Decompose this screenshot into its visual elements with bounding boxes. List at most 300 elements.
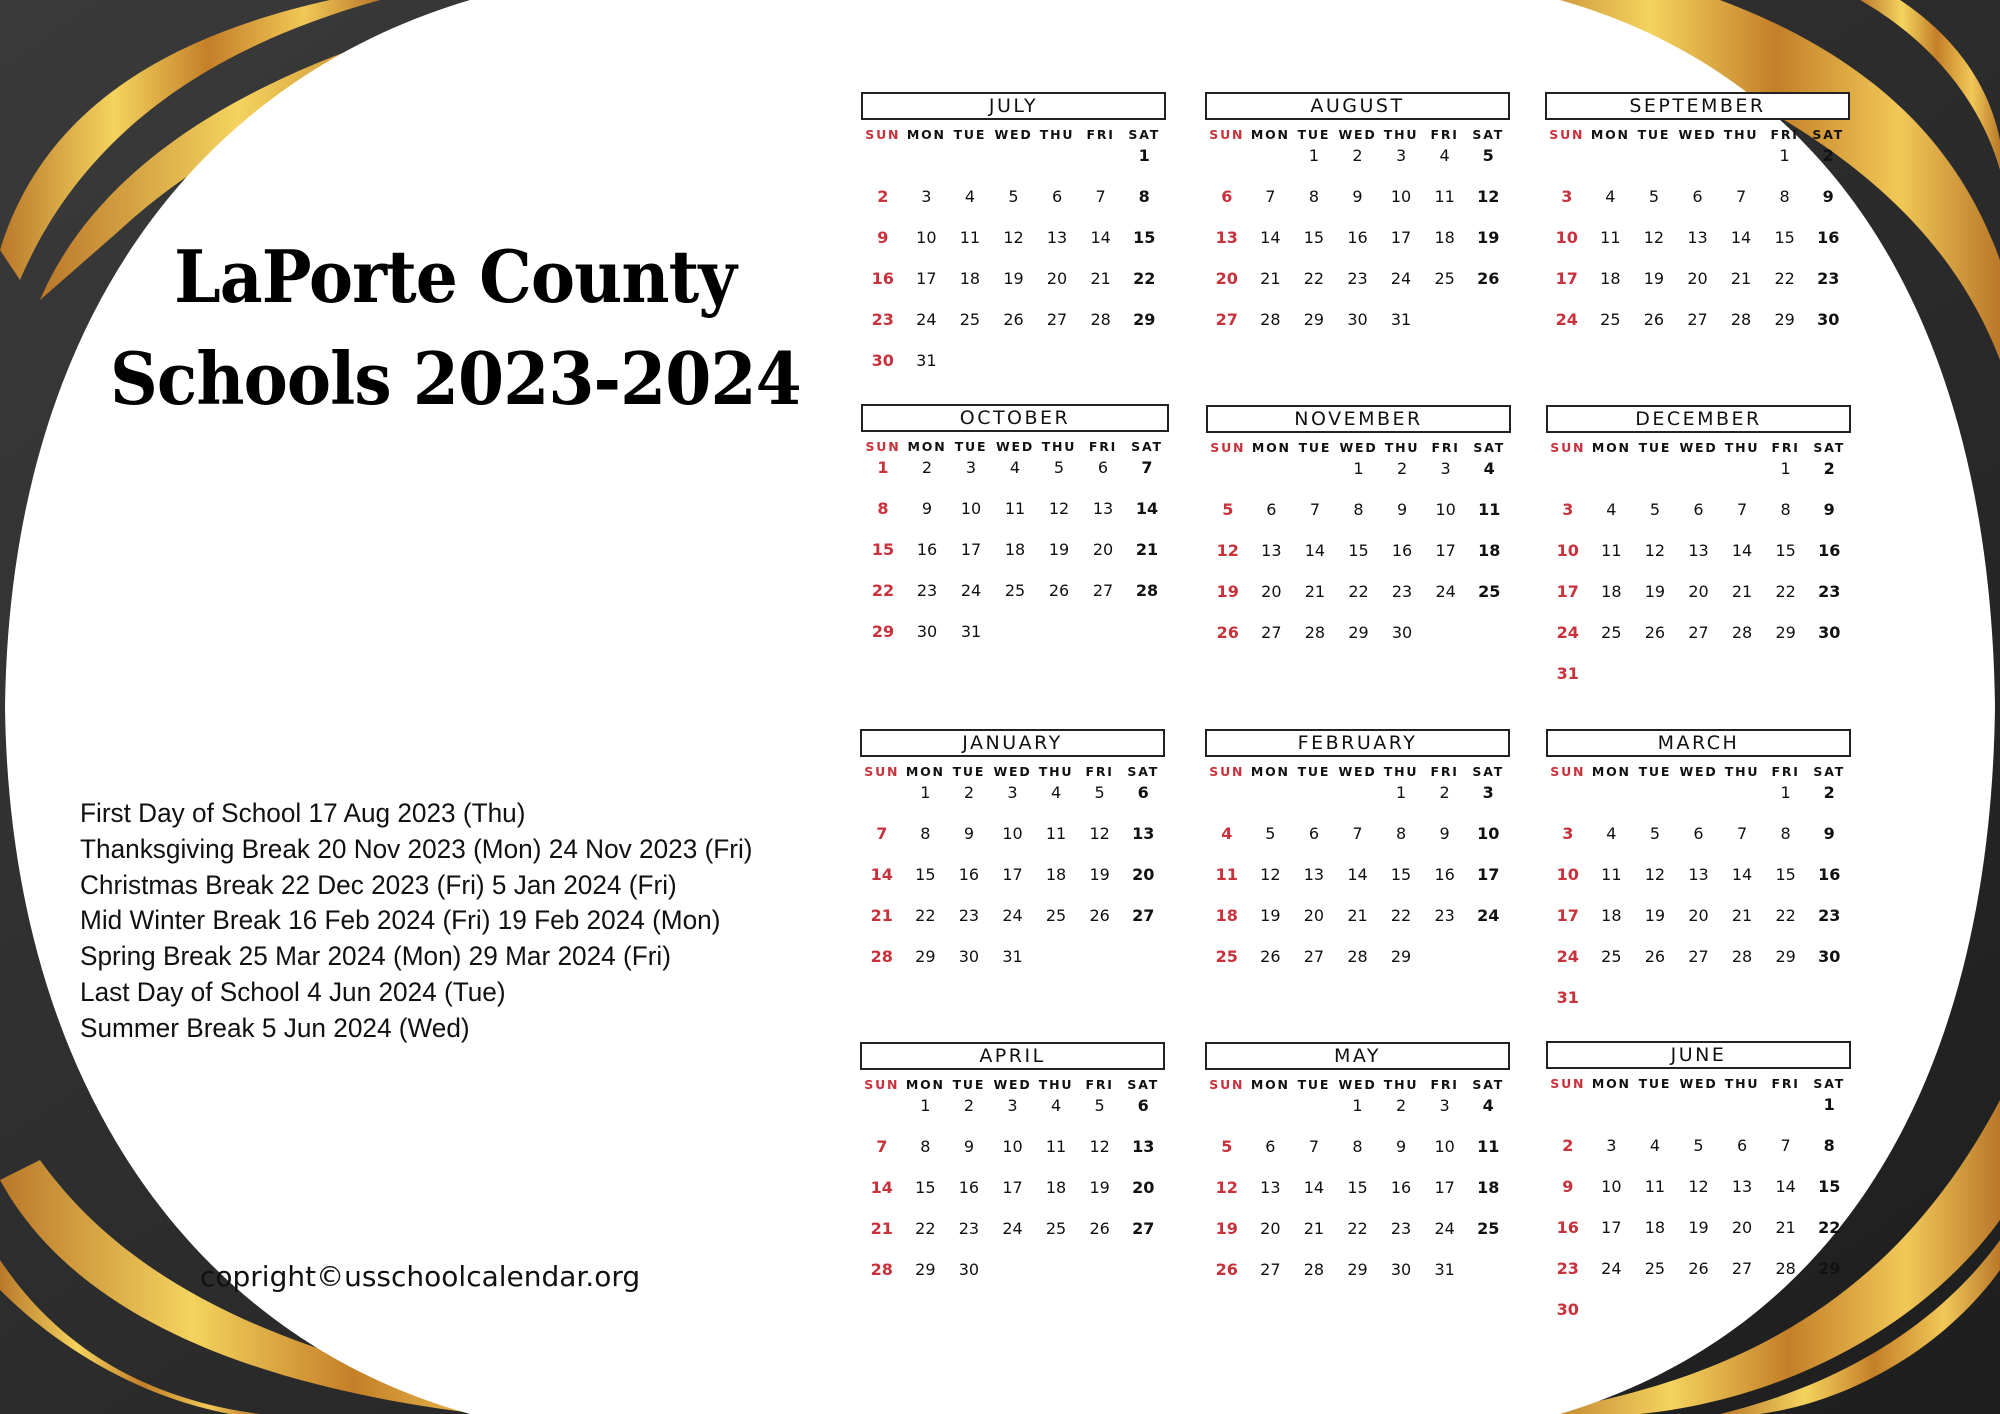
empty-day-cell [860, 782, 904, 823]
day-cell: 25 [1477, 1219, 1500, 1238]
day-cell: 4 [1606, 824, 1617, 843]
weekday-label: MON [1591, 440, 1631, 455]
week-row [1206, 458, 1511, 499]
day-cell: 31 [916, 351, 937, 370]
day-cell: 28 [1730, 310, 1752, 329]
weekday-label: SAT [1131, 439, 1163, 454]
weekday-label: SAT [1472, 127, 1505, 142]
day-cell: 13 [1215, 228, 1238, 247]
day-cell: 11 [1477, 1137, 1500, 1156]
day-cell: 29 [1390, 947, 1412, 966]
day-cell: 4 [1050, 783, 1062, 802]
day-cell: 5 [1094, 783, 1105, 802]
day-cell: 25 [1434, 269, 1455, 288]
day-cell: 15 [1775, 541, 1796, 560]
week-row [861, 580, 1169, 621]
empty-day-cell [1590, 987, 1634, 1028]
day-cell: 23 [1818, 582, 1841, 601]
day-cell: 23 [958, 1219, 980, 1238]
week-row [1546, 622, 1851, 663]
day-cell: 25 [1601, 623, 1622, 642]
day-cell: 23 [1434, 906, 1455, 925]
day-cell: 20 [1132, 1178, 1155, 1197]
day-cell: 14 [1304, 541, 1326, 560]
day-cell: 17 [1002, 865, 1023, 884]
day-cell: 21 [1775, 1218, 1796, 1237]
weekday-label: WED [1679, 764, 1718, 779]
day-cell: 8 [877, 499, 889, 518]
day-cell: 5 [1094, 1096, 1105, 1115]
empty-day-cell [992, 350, 1036, 391]
day-cell: 4 [1050, 1096, 1062, 1115]
empty-day-cell [1677, 458, 1721, 499]
day-cell: 9 [1439, 824, 1450, 843]
empty-day-cell [1633, 782, 1677, 823]
day-cell: 14 [1730, 228, 1752, 247]
weekday-label: SAT [1472, 1077, 1505, 1092]
day-cell: 9 [1822, 187, 1834, 206]
day-cell: 23 [871, 310, 894, 329]
day-cell: 24 [1002, 1219, 1023, 1238]
day-cell: 8 [1780, 824, 1791, 843]
event-item: Spring Break 25 Mar 2024 (Mon) 29 Mar 2024 (Fri) [80, 941, 671, 972]
day-cell: 27 [1688, 623, 1709, 642]
day-cell: 1 [877, 458, 889, 477]
weekday-label: FRI [1771, 764, 1800, 779]
day-cell: 20 [1046, 269, 1068, 288]
empty-day-cell [1720, 987, 1764, 1028]
weekday-label: TUE [1297, 1077, 1331, 1092]
day-cell: 7 [1095, 187, 1106, 206]
day-cell: 2 [1395, 1096, 1407, 1115]
week-row [860, 864, 1165, 905]
week-row [1205, 905, 1510, 946]
day-cell: 26 [1089, 1219, 1110, 1238]
day-cell: 21 [1347, 906, 1368, 925]
day-cell: 28 [1135, 581, 1159, 600]
day-cell: 9 [1395, 1137, 1407, 1156]
day-cell: 10 [1002, 824, 1023, 843]
day-cell: 25 [1600, 310, 1621, 329]
weekday-label: MON [906, 127, 946, 142]
weekday-label: THU [1724, 440, 1760, 455]
empty-day-cell [992, 145, 1036, 186]
day-cell: 2 [963, 1096, 975, 1115]
day-cell: 2 [1352, 146, 1363, 165]
day-cell: 18 [1004, 540, 1026, 559]
empty-day-cell [993, 621, 1037, 662]
day-cell: 9 [1396, 500, 1408, 519]
day-cell: 2 [1822, 146, 1834, 165]
day-cell: 5 [1648, 187, 1660, 206]
day-cell: 11 [1434, 187, 1455, 206]
weekday-label: TUE [952, 1077, 986, 1092]
day-cell: 13 [1132, 1137, 1155, 1156]
day-cell: 27 [1687, 310, 1708, 329]
day-cell: 17 [1477, 865, 1500, 884]
week-row [1546, 1258, 1851, 1299]
day-cell: 13 [1260, 1178, 1281, 1197]
week-row [861, 227, 1166, 268]
empty-day-cell [1467, 622, 1511, 663]
empty-day-cell [1590, 458, 1634, 499]
day-cell: 24 [1556, 623, 1579, 642]
day-cell: 15 [1133, 228, 1156, 247]
empty-day-cell [1466, 946, 1510, 987]
day-cell: 7 [1735, 187, 1747, 206]
weekday-header-row [1546, 1076, 1851, 1094]
day-cell: 18 [1434, 228, 1455, 247]
day-cell: 25 [1644, 1259, 1666, 1278]
weekday-label: TUE [1297, 127, 1331, 142]
empty-day-cell [1466, 309, 1510, 350]
day-cell: 23 [1818, 906, 1841, 925]
day-cell: 28 [870, 947, 893, 966]
day-cell: 2 [1396, 459, 1408, 478]
empty-day-cell [1125, 621, 1169, 662]
event-item: First Day of School 17 Aug 2023 (Thu) [80, 798, 526, 828]
weekday-label: TUE [1298, 440, 1332, 455]
day-cell: 1 [1138, 146, 1150, 165]
day-cell: 29 [1133, 310, 1156, 329]
day-cell: 31 [960, 622, 982, 641]
week-row [1205, 864, 1510, 905]
weekday-label: WED [1338, 127, 1377, 142]
day-cell: 13 [1688, 541, 1709, 560]
week-row [860, 1095, 1165, 1136]
week-row [1546, 987, 1851, 1028]
day-cell: 10 [1435, 500, 1456, 519]
week-row [1205, 227, 1510, 268]
day-cell: 22 [1775, 906, 1796, 925]
day-cell: 24 [1390, 269, 1412, 288]
empty-day-cell [1079, 350, 1123, 391]
day-cell: 15 [1390, 865, 1412, 884]
month-calendar [1205, 92, 1510, 350]
day-cell: 12 [1644, 865, 1666, 884]
day-cell: 14 [870, 865, 893, 884]
day-cell: 17 [1601, 1218, 1622, 1237]
day-cell: 20 [1688, 582, 1709, 601]
weekday-label: FRI [1771, 440, 1800, 455]
day-cell: 3 [1606, 1136, 1617, 1155]
day-cell: 31 [1434, 1260, 1455, 1279]
day-cell: 3 [1395, 146, 1407, 165]
week-row [1546, 946, 1851, 987]
day-cell: 31 [1390, 310, 1412, 329]
day-cell: 24 [916, 310, 937, 329]
day-cell: 12 [1089, 824, 1110, 843]
day-cell: 13 [1261, 541, 1282, 560]
day-cell: 5 [1693, 1136, 1704, 1155]
empty-day-cell [1677, 1299, 1721, 1340]
day-cell: 18 [1600, 269, 1621, 288]
week-row [1546, 581, 1851, 622]
day-cell: 3 [921, 187, 932, 206]
weekday-label: TUE [1638, 440, 1672, 455]
event-item: Mid Winter Break 16 Feb 2024 (Fri) 19 Feb 2024 (Mon) [80, 905, 721, 936]
day-cell: 3 [1007, 783, 1018, 802]
month-calendar [860, 1042, 1165, 1300]
event-item: Christmas Break 22 Dec 2023 (Fri) 5 Jan 2024 (Fri) [80, 869, 677, 900]
day-cell: 30 [1817, 310, 1840, 329]
day-cell: 24 [1601, 1259, 1622, 1278]
week-row [1546, 823, 1851, 864]
day-cell: 8 [920, 1137, 931, 1156]
day-cell: 28 [1775, 1259, 1796, 1278]
day-cell: 15 [1348, 541, 1369, 560]
day-cell: 4 [1483, 459, 1495, 478]
day-cell: 12 [1260, 865, 1281, 884]
day-cell: 8 [1823, 1136, 1835, 1155]
day-cell: 16 [958, 865, 980, 884]
week-row [1206, 622, 1511, 663]
day-cell: 18 [1601, 582, 1622, 601]
month-calendar [861, 92, 1166, 391]
empty-day-cell [1677, 1094, 1721, 1135]
week-row [861, 268, 1166, 309]
day-cell: 16 [871, 269, 894, 288]
weekday-header-row [1205, 1077, 1510, 1095]
weekday-label: MON [907, 439, 947, 454]
weekday-label: SUN [1209, 127, 1245, 142]
week-row [1205, 782, 1510, 823]
weekday-label: FRI [1088, 439, 1118, 454]
week-row [1546, 1135, 1851, 1176]
day-cell: 15 [1303, 228, 1325, 247]
day-cell: 30 [958, 1260, 980, 1279]
empty-day-cell [1249, 782, 1293, 823]
weekday-label: WED [1679, 1076, 1718, 1091]
day-cell: 16 [1434, 865, 1455, 884]
day-cell: 27 [1132, 906, 1155, 925]
day-cell: 9 [921, 499, 933, 518]
day-cell: 10 [1002, 1137, 1023, 1156]
month-calendar [861, 404, 1169, 662]
day-cell: 21 [1135, 540, 1159, 559]
empty-day-cell [1292, 782, 1336, 823]
day-cell: 16 [958, 1178, 980, 1197]
day-cell: 10 [1556, 865, 1579, 884]
day-cell: 9 [877, 228, 889, 247]
day-cell: 15 [915, 865, 936, 884]
day-cell: 19 [1089, 865, 1110, 884]
day-cell: 1 [1352, 1096, 1363, 1115]
empty-day-cell [860, 1095, 904, 1136]
day-cell: 24 [1555, 310, 1578, 329]
month-header: FEBRUARY [1205, 729, 1510, 757]
day-cell: 18 [959, 269, 981, 288]
day-cell: 26 [1003, 310, 1024, 329]
day-cell: 22 [915, 906, 936, 925]
day-cell: 21 [870, 906, 893, 925]
day-cell: 22 [1133, 269, 1156, 288]
day-cell: 22 [1303, 269, 1325, 288]
day-cell: 12 [1215, 1178, 1238, 1197]
day-cell: 30 [1391, 623, 1413, 642]
day-cell: 20 [1687, 269, 1708, 288]
day-cell: 12 [1643, 228, 1665, 247]
day-cell: 6 [1736, 1136, 1748, 1155]
day-cell: 5 [1221, 1137, 1233, 1156]
weekday-label: THU [1384, 440, 1420, 455]
weekday-label: SUN [1549, 127, 1585, 142]
day-cell: 18 [1045, 865, 1067, 884]
day-cell: 5 [1649, 500, 1661, 519]
week-row [1546, 499, 1851, 540]
day-cell: 1 [1353, 459, 1364, 478]
day-cell: 6 [1097, 458, 1109, 477]
day-cell: 6 [1137, 1096, 1149, 1115]
day-cell: 5 [1482, 146, 1494, 165]
day-cell: 2 [921, 458, 933, 477]
weekday-label: TUE [953, 127, 987, 142]
weekday-label: THU [1039, 127, 1075, 142]
week-row [1546, 1217, 1851, 1258]
empty-day-cell [1719, 145, 1763, 186]
day-cell: 18 [1215, 906, 1238, 925]
day-cell: 18 [1477, 1178, 1500, 1197]
empty-day-cell [1807, 987, 1851, 1028]
day-cell: 6 [1693, 500, 1704, 519]
day-cell: 17 [916, 269, 937, 288]
day-cell: 6 [1693, 824, 1704, 843]
day-cell: 11 [1644, 1177, 1666, 1196]
day-cell: 5 [1008, 187, 1019, 206]
day-cell: 5 [1265, 824, 1276, 843]
day-cell: 18 [1478, 541, 1501, 560]
day-cell: 22 [1774, 269, 1795, 288]
day-cell: 8 [1352, 1137, 1363, 1156]
empty-day-cell [905, 145, 949, 186]
day-cell: 17 [1555, 269, 1578, 288]
weekday-label: FRI [1431, 440, 1460, 455]
weekday-label: TUE [1297, 764, 1331, 779]
weekday-header-row [1546, 440, 1851, 458]
day-cell: 21 [1304, 582, 1326, 601]
day-cell: 26 [1089, 906, 1110, 925]
day-cell: 3 [1561, 187, 1573, 206]
day-cell: 25 [1215, 947, 1238, 966]
day-cell: 4 [1009, 458, 1021, 477]
week-row [1205, 309, 1510, 350]
empty-day-cell [1807, 1299, 1851, 1340]
empty-day-cell [1205, 145, 1249, 186]
weekday-label: TUE [954, 439, 988, 454]
day-cell: 19 [1003, 269, 1024, 288]
day-cell: 23 [1390, 1219, 1412, 1238]
day-cell: 28 [1731, 947, 1753, 966]
empty-day-cell [1633, 1094, 1677, 1135]
day-cell: 10 [1601, 1177, 1622, 1196]
month-calendar [1546, 405, 1851, 704]
weekday-label: SUN [865, 439, 901, 454]
day-cell: 1 [1780, 459, 1791, 478]
day-cell: 9 [1823, 824, 1835, 843]
empty-day-cell [1423, 946, 1467, 987]
day-cell: 11 [1045, 824, 1067, 843]
month-header: JUNE [1546, 1041, 1851, 1069]
title-line-1: LaPorte County [174, 234, 736, 319]
day-cell: 26 [1215, 1260, 1238, 1279]
weekday-label: SUN [1550, 764, 1586, 779]
week-row [1205, 145, 1510, 186]
week-row [860, 1177, 1165, 1218]
empty-day-cell [1764, 987, 1808, 1028]
day-cell: 8 [1353, 500, 1364, 519]
day-cell: 13 [1046, 228, 1068, 247]
weekday-label: SUN [864, 1077, 900, 1092]
week-row [1546, 1094, 1851, 1135]
day-cell: 23 [916, 581, 938, 600]
weekday-label: THU [1724, 764, 1760, 779]
day-cell: 23 [1391, 582, 1413, 601]
week-row [1545, 227, 1850, 268]
day-cell: 24 [1002, 906, 1023, 925]
empty-day-cell [1764, 1299, 1808, 1340]
empty-day-cell [1250, 458, 1294, 499]
empty-day-cell [1677, 987, 1721, 1028]
weekday-label: MON [905, 764, 945, 779]
day-cell: 27 [1688, 947, 1709, 966]
day-cell: 11 [1215, 865, 1238, 884]
day-cell: 8 [1780, 500, 1791, 519]
empty-day-cell [1205, 1095, 1249, 1136]
day-cell: 7 [1352, 824, 1363, 843]
day-cell: 24 [1435, 582, 1456, 601]
weekday-label: SAT [1473, 440, 1506, 455]
empty-day-cell [1589, 145, 1633, 186]
empty-day-cell [1720, 1299, 1764, 1340]
day-cell: 12 [1216, 541, 1239, 560]
day-cell: 1 [920, 783, 931, 802]
empty-day-cell [1720, 663, 1764, 704]
day-cell: 26 [1643, 310, 1665, 329]
empty-day-cell [1121, 946, 1165, 987]
day-cell: 2 [877, 187, 889, 206]
day-cell: 29 [1775, 947, 1796, 966]
week-row [861, 350, 1166, 391]
empty-day-cell [1590, 1094, 1634, 1135]
empty-day-cell [948, 350, 992, 391]
day-cell: 2 [1562, 1136, 1574, 1155]
day-cell: 17 [1556, 582, 1579, 601]
empty-day-cell [1676, 145, 1720, 186]
day-cell: 22 [915, 1219, 936, 1238]
empty-day-cell [1424, 622, 1468, 663]
empty-day-cell [1764, 1094, 1808, 1135]
weekday-label: WED [993, 764, 1032, 779]
day-cell: 12 [1089, 1137, 1110, 1156]
day-cell: 5 [1649, 824, 1661, 843]
event-item: Last Day of School 4 Jun 2024 (Tue) [80, 976, 506, 1007]
day-cell: 13 [1688, 865, 1709, 884]
day-cell: 5 [1222, 500, 1234, 519]
weekday-label: SAT [1128, 127, 1161, 142]
weekday-label: TUE [1638, 764, 1672, 779]
weekday-label: THU [1038, 764, 1074, 779]
day-cell: 12 [1644, 541, 1666, 560]
day-cell: 21 [1731, 582, 1753, 601]
weekday-header-row [1546, 764, 1851, 782]
day-cell: 11 [1478, 500, 1501, 519]
day-cell: 6 [1266, 500, 1277, 519]
empty-day-cell [1081, 621, 1125, 662]
day-cell: 3 [1007, 1096, 1018, 1115]
empty-day-cell [1633, 458, 1677, 499]
weekday-label: FRI [1770, 127, 1799, 142]
day-cell: 12 [1003, 228, 1024, 247]
